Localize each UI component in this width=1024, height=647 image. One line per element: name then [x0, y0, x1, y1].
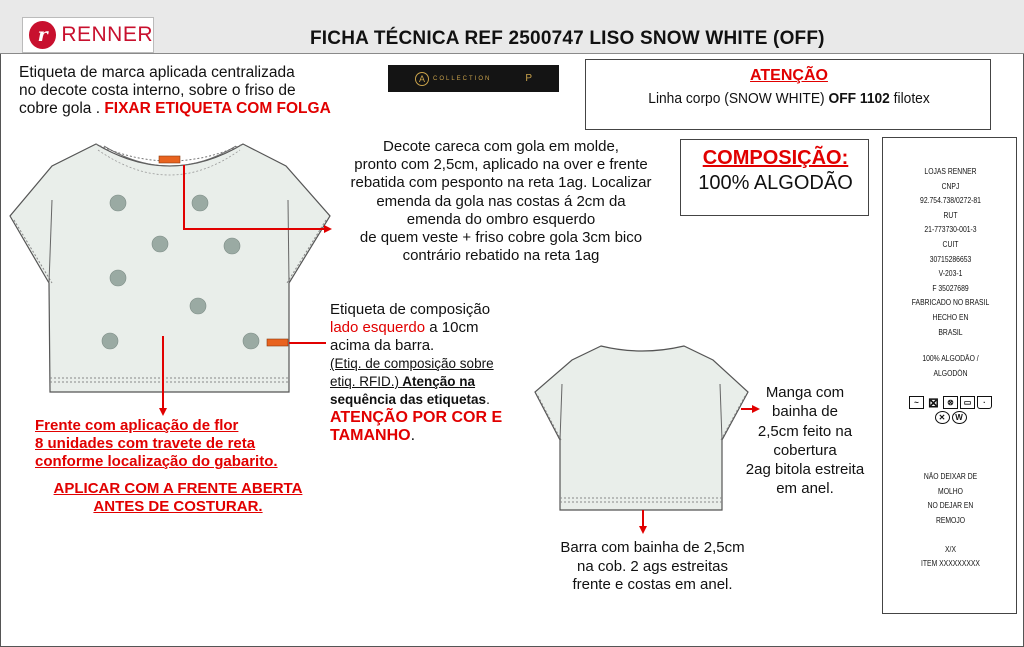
front-note-line: Frente com aplicação de flor [35, 417, 239, 434]
no-dry-clean-icon: ✕ [935, 411, 950, 424]
brand-label-note-plain: cobre gola . [19, 100, 105, 117]
neckline-note-line: Decote careca com gola em molde, [383, 138, 619, 155]
front-tshirt-drawing [10, 144, 330, 392]
care-label-line: 92.754.738/0272-81 [920, 196, 981, 206]
no-bleach-icon: ⊠ [928, 395, 939, 410]
composition-label-marker [267, 339, 288, 346]
front-open-note-line: APLICAR COM A FRENTE ABERTA [53, 480, 303, 497]
sleeve-note-line: 2ag bitola estreita [745, 461, 865, 479]
composition-label-period2: . [410, 427, 416, 444]
care-label-warning-line: NÃO DEIXAR DE [923, 472, 978, 481]
care-label-line: 21-773730-001-3 [924, 225, 977, 235]
composition-label-note-line3: acima da barra. [330, 337, 435, 354]
care-label-line: CNPJ [941, 181, 960, 191]
care-label-line: LOJAS RENNER [924, 167, 977, 176]
wash-30-icon: ~ [909, 396, 924, 409]
care-label-line: BRASIL [938, 327, 963, 337]
composition-label-side: lado esquerdo [330, 319, 426, 336]
care-label-composition-line: ALGODÓN [933, 368, 968, 378]
care-label-line: 30715286653 [929, 254, 972, 264]
hem-note-line: na cob. 2 ags estreitas [577, 557, 728, 575]
back-tshirt-drawing [535, 346, 748, 510]
care-label-line: V-203-1 [938, 269, 963, 279]
sleeve-note-line: em anel. [776, 480, 834, 498]
brand-label-note-warning: FIXAR ETIQUETA COM FOLGA [104, 100, 331, 117]
care-label-composition-line: 100% ALGODÃO / [922, 354, 979, 363]
brand-label-p: P [525, 73, 532, 84]
attention-title: ATENÇÃO [750, 67, 828, 84]
neckline-note-line: emenda do ombro esquerdo [406, 210, 596, 228]
composition-label-size: TAMANHO [330, 427, 411, 444]
composition-label-note-line1: Etiqueta de composição [330, 301, 491, 318]
composition-title: COMPOSIÇÃO: [702, 147, 849, 169]
care-label-line: F 35027689 [932, 283, 969, 293]
composition-label-period: . [486, 392, 490, 407]
composition-label-attention: Atenção na [399, 374, 476, 389]
brand-label-a-icon: A [415, 72, 429, 86]
care-label-line: HECHO EN [932, 313, 969, 322]
composition-label-distance: a 10cm [425, 319, 479, 336]
sleeve-note-line: 2,5cm feito na [757, 422, 853, 440]
brand-label-word: COLLECTION [432, 75, 492, 82]
iron-icon: · [977, 396, 992, 409]
flower-icon [152, 236, 168, 252]
composition-label-note-line7: ATENÇÃO POR COR E [330, 409, 503, 426]
composition-label-note-line4: (Etiq. de composição sobre [330, 356, 494, 371]
attention-body-bold: OFF 1102 [828, 90, 890, 107]
renner-logo-text: RENNER [61, 23, 153, 46]
neckline-note-line: pronto com 2,5cm, aplicado na over e frente [354, 156, 648, 174]
care-label-item: ITEM XXXXXXXXX [921, 559, 980, 568]
attention-body-tail: filotex [889, 90, 930, 107]
front-note-line: 8 unidades com travete de reta [35, 435, 256, 452]
sleeve-note-line: bainha de [772, 403, 838, 421]
flower-icon [102, 333, 118, 349]
front-note-line: conforme localização do gabarito. [35, 453, 278, 470]
document-title: FICHA TÉCNICA REF 2500747 LISO SNOW WHITE (OFF) [310, 28, 825, 49]
care-label-line: FABRICADO NO BRASIL [911, 298, 990, 308]
attention-body-plain: Linha corpo (SNOW WHITE) [648, 90, 829, 107]
care-label-size: X/X [945, 545, 956, 554]
neckline-note-line: contrário rebatido na reta 1ag [402, 247, 600, 265]
brand-label-note-line1: Etiqueta de marca aplicada centralizada [19, 64, 295, 81]
flower-icon [110, 270, 126, 286]
care-label-line: CUIT [942, 240, 959, 249]
flower-icon [192, 195, 208, 211]
care-label-line: RUT [943, 210, 958, 220]
composition-label-sequence: sequência das etiquetas [330, 392, 487, 407]
brand-label-marker [159, 156, 180, 163]
renner-logo-mark: r [29, 21, 56, 49]
tumble-dry-icon: ⊗ [943, 396, 958, 409]
neckline-note-line: rebatida com pesponto na reta 1ag. Localizar [350, 174, 652, 192]
flower-icon [110, 195, 126, 211]
care-label-warning-line: NO DEJAR EN [927, 501, 974, 511]
composition-label-rfid: etiq. RFID.) [330, 374, 400, 389]
hem-note-line: Barra com bainha de 2,5cm [560, 539, 745, 556]
neckline-note-line: de quem veste + friso cobre gola 3cm bico [359, 229, 643, 247]
sleeve-note-line: cobertura [773, 441, 837, 459]
flower-icon [243, 333, 259, 349]
care-label-warning-line: REMOJO [935, 515, 966, 525]
flower-icon [190, 298, 206, 314]
brand-label-note-line2: no decote costa interno, sobre o friso de [19, 82, 296, 99]
flower-icon [224, 238, 240, 254]
neckline-note-line: emenda da gola nas costas á 2cm da [376, 192, 626, 210]
composition-value: 100% ALGODÃO [698, 172, 853, 194]
front-open-note-line: ANTES DE COSTURAR. [93, 498, 263, 515]
hem-note-line: frente e costas em anel. [572, 576, 733, 593]
wet-clean-icon: W [952, 411, 967, 424]
sleeve-note-line: Manga com [765, 384, 845, 401]
care-label-warning-line: MOLHO [938, 486, 963, 496]
dry-flat-icon: ▭ [960, 396, 975, 409]
